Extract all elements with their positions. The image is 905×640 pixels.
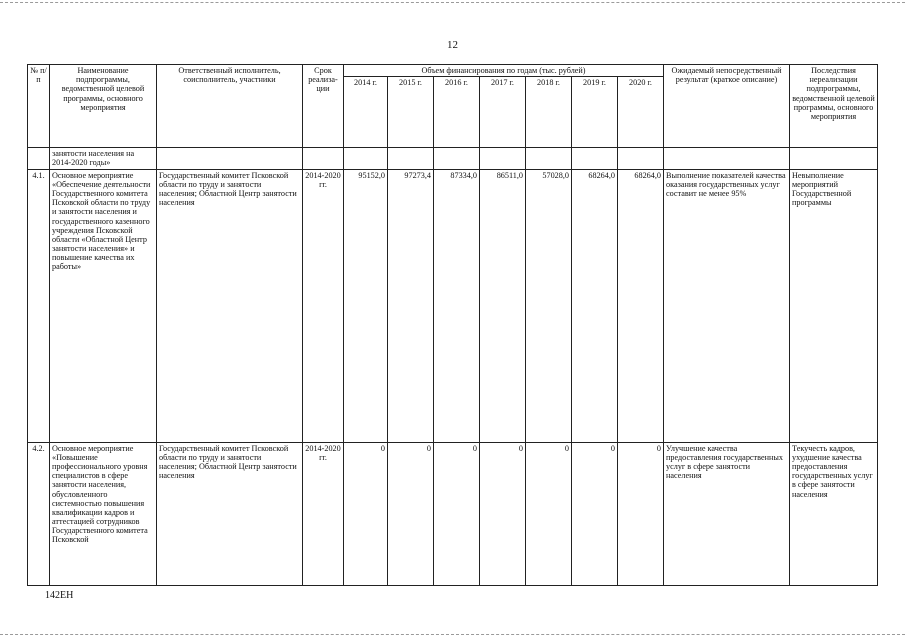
row-value: 0 bbox=[388, 442, 434, 585]
header-executor: Ответственный исполнитель, соисполнитель, участники bbox=[157, 65, 303, 148]
scan-top-edge bbox=[0, 2, 905, 3]
header-year: 2020 г. bbox=[618, 77, 664, 148]
header-name: Наименование подпрограммы, ведомственной целевой программы, основного мероприятия bbox=[50, 65, 157, 148]
header-year: 2018 г. bbox=[526, 77, 572, 148]
row-executor: Государственный комитет Псковской области по труду и занятости населения; Областной Центр занятости населения bbox=[157, 169, 303, 442]
row-term: 2014-2020 гг. bbox=[303, 442, 344, 585]
header-year: 2014 г. bbox=[344, 77, 388, 148]
header-result: Ожидаемый непосредственный результат (краткое описание) bbox=[664, 65, 790, 148]
scan-bottom-edge bbox=[0, 634, 905, 635]
row-number: 4.2. bbox=[28, 442, 50, 585]
continuation-text: занятости населения на 2014-2020 годы» bbox=[50, 148, 157, 169]
row-value: 97273,4 bbox=[388, 169, 434, 442]
header-consequences: Последствия нереализации подпрограммы, ведомственной целевой программы, основного мероприятия bbox=[790, 65, 878, 148]
row-name: Основное мероприятие «Повышение профессионального уровня специалистов в сфере занятости населения, обусловленного системностью повышения квалификации кадров и аттестацией сотрудников Государственного комитета Псковской bbox=[50, 442, 157, 585]
table-row bbox=[28, 442, 878, 585]
row-result: Выполнение показателей качества оказания государственных услуг составит не менее 95% bbox=[664, 169, 790, 442]
row-value: 68264,0 bbox=[618, 169, 664, 442]
row-consequences: Текучесть кадров, ухудшение качества предоставления государственных услуг в сфере занятости населения bbox=[790, 442, 878, 585]
row-term: 2014-2020 гг. bbox=[303, 169, 344, 442]
header-term: Срок реализа-ции bbox=[303, 65, 344, 148]
program-table bbox=[27, 64, 878, 586]
header-row-1 bbox=[28, 65, 878, 77]
row-value: 0 bbox=[434, 442, 480, 585]
header-year: 2019 г. bbox=[572, 77, 618, 148]
row-value: 86511,0 bbox=[480, 169, 526, 442]
header-year: 2015 г. bbox=[388, 77, 434, 148]
row-value: 57028,0 bbox=[526, 169, 572, 442]
header-funding: Объем финансирования по годам (тыс. рублей) bbox=[344, 65, 664, 77]
row-value: 0 bbox=[526, 442, 572, 585]
table-row bbox=[28, 169, 878, 442]
row-number: 4.1. bbox=[28, 169, 50, 442]
header-year: 2017 г. bbox=[480, 77, 526, 148]
header-num: № п/п bbox=[28, 65, 50, 148]
row-executor: Государственный комитет Псковской области по труду и занятости населения; Областной Центр занятости населения bbox=[157, 442, 303, 585]
row-value: 0 bbox=[618, 442, 664, 585]
row-value: 68264,0 bbox=[572, 169, 618, 442]
header-year: 2016 г. bbox=[434, 77, 480, 148]
row-value: 0 bbox=[572, 442, 618, 585]
footer-code: 142ЕН bbox=[45, 590, 74, 601]
continuation-row bbox=[28, 148, 878, 169]
page-number: 12 bbox=[447, 39, 458, 51]
row-result: Улучшение качества предоставления государственных услуг в сфере занятости населения bbox=[664, 442, 790, 585]
row-value: 87334,0 bbox=[434, 169, 480, 442]
row-name: Основное мероприятие «Обеспечение деятельности Государственного комитета Псковской области по труду и занятости населения и государственного казенного учреждения Псковской области «Областной Центр занятости населения» и повышение качества их работы» bbox=[50, 169, 157, 442]
row-consequences: Невыполнение мероприятий Государственной программы bbox=[790, 169, 878, 442]
row-value: 0 bbox=[480, 442, 526, 585]
row-value: 0 bbox=[344, 442, 388, 585]
row-value: 95152,0 bbox=[344, 169, 388, 442]
